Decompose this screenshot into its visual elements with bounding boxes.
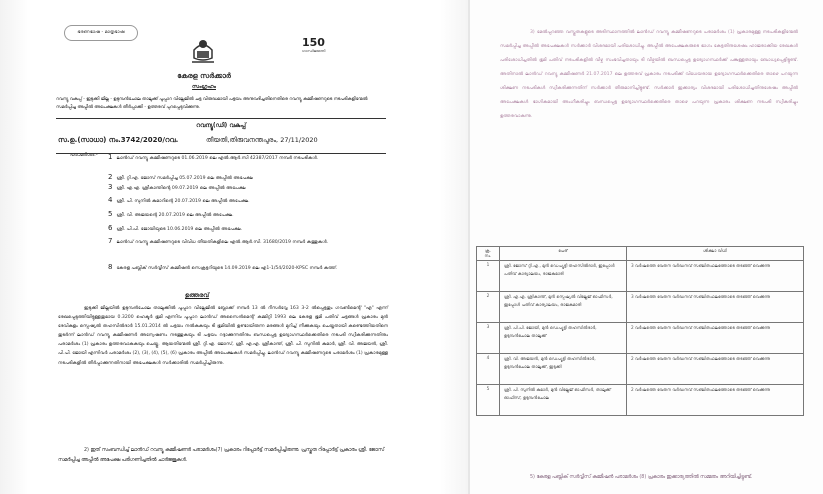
col-header-penalty: ശിക്ഷാ വിധി <box>627 247 804 261</box>
reference-item: 3 ശ്രീ. എ.എ. ശ്രീകാന്തിന്റെ 09.07.2019 ലെ അപ്പീൽ അപേക്ഷ <box>108 183 246 191</box>
summary-text: റവന്യൂ വകുപ്പ് - ഇടുക്കി ജില്ല - ഉടുമ്പൻചോല താലൂക്ക് പൂപ്പാറ വില്ലേജിൽ ചട്ട വിരുദ്ധമായി പട്ടയം അനുവദിച്ചതിനെതിരെ റവന്യൂ കമ്മീഷണറുടെ നടപടികളിന്മേൽ സമർപ്പിച്ച അപ്പീൽ അപേക്ഷകൾ തീർപ്പാക്കി - ഉത്തരവ് പുറപ്പെടുവിക്കുന്നു. <box>56 97 368 110</box>
table-row: 4 ശ്രീ. വി. അജയൻ, മുൻ ഡെപ്യൂട്ടി തഹസിൽദാർ, ഉടുമ്പൻചോല താലൂക്ക്, ഇടുക്കി 2 വർഷത്തെ വേതന വർദ്ധനവ് സഞ്ചിതഫലത്തോടെ തടഞ്ഞ് വെക്കുന്നു <box>477 354 804 385</box>
order-heading: ഉത്തരവ് <box>185 292 210 299</box>
state-emblem-icon <box>188 36 218 66</box>
govt-title: കേരള സർക്കാർ <box>177 72 231 80</box>
col-header-number: ക്ര. നം. <box>477 247 500 261</box>
order-date: തീയതി,തിരുവനന്തപുരം, 27/11/2020 <box>206 136 318 144</box>
reference-item: 5 ശ്രീ. വി. അജയന്റെ 20.07.2019 ലെ അപ്പീൽ അപേക്ഷ. <box>108 210 234 218</box>
department-name: റവന്യൂ(ഡി) വകുപ്പ് <box>196 122 246 129</box>
col-header-name: പേര് <box>500 247 627 261</box>
order-number: സ.ഉ.(സാധാ) നം.3742/2020/റവ. <box>58 136 179 144</box>
table-row: 2 ശ്രീ. എ.എ. ശ്രീകാന്ത്, മുൻ സ്പെഷ്യൽ വില്ലേജ് ഓഫീസർ, ഇപ്പോൾ പതിവ് കാര്യാലയം, രാജകുമാരി 3 വർഷത്തെ വേതന വർദ്ധനവ് സഞ്ചിതഫലത്തോടെ തടഞ്ഞ് വെക്കുന്നു <box>477 292 804 323</box>
reference-item: 8 കേരള പബ്ലിക് സർവ്വീസ് കമ്മീഷൻ സെക്രട്ടറിയുടെ 14.09.2019 ലെ എ1-1/54/2020-KPSC നമ്പർ കത്ത്. <box>108 263 338 271</box>
table-row: 5 ശ്രീ. പി. സുനിൽ കുമാർ, മുൻ വില്ലേജ് ഓഫീസർ, താലൂക്ക് ഓഫീസ്, ഉടുമ്പൻചോല 2 വർഷത്തെ വേതന വർദ്ധനവ് സഞ്ചിതഫലത്തോടെ തടഞ്ഞ് വെക്കുന്നു <box>477 385 804 416</box>
anniversary-logo <box>302 36 338 58</box>
right-footer-text: 5) കേരള പബ്ലിക് സർവ്വീസ് കമ്മീഷൻ പരാമർശം (8) പ്രകാരം ഇക്കാര്യത്തിൽ സമ്മതം അറിയിച്ചിട്ടുണ്ട്. <box>530 475 753 480</box>
order-body-paragraph: ഇടുക്കി ജില്ലയിൽ ഉടുമ്പൻചോല താലൂക്കിൽ പൂപ്പാറ വില്ലേജിൽ ബ്ലോക്ക് നമ്പർ 13 ൽ റീസർവ്വേ 163 3-2 ൽപ്പെട്ടതും ഗവൺമെന്റ് "എ" എന്ന് രേഖപ്പെടുത്തിയിട്ടുള്ളതുമായ 0.3200 ഹെക്ടർ ഭൂമി എന്നിവ പൂപ്പാറ ലാൻഡ് അസൈൻമെന്റ് കമ്മിറ്റി 1993 ലെ കേരള ഭൂമി പതിവ് ചട്ടങ്ങൾ പ്രകാരം മുൻ ദേവികുളം സ്പെഷ്യൽ തഹസിൽദാർ 15.01.2014 ൽ പട്ടയം നൽകുകയും ടി ഭൂമിയിൽ ഉണ്ടായിരുന്ന മരങ്ങൾ മുറിച്ച് നീക്കുകയും ചെയ്തതായി കണ്ടെത്തിയതിനെ തുടർന്ന് ലാൻഡ് റവന്യൂ കമ്മീഷണർ അന്വേഷണം നടത്തുകയും ടി പട്ടയം റദ്ദാക്കുന്നതിനും ബന്ധപ്പെട്ട ഉദ്യോഗസ്ഥർക്കെതിരെ നടപടി സ്വീകരിക്കുന്നതിനും പരാമർശം (1) പ്രകാരം ഉത്തരവാകുകയും ചെയ്തു. ആയതിന്മേൽ ശ്രീ. റ്റി.എ. ജോസ്, ശ്രീ. എ.എ. ശ്രീകാന്ത്, ശ്രീ. പി. സുനിൽ കുമാർ, ശ്രീ. വി. അജയൻ, ശ്രീ. പി.പി. ജോയി എന്നിവർ പരാമർശം (2), (3), (4), (5), (6) പ്രകാരം അപ്പീൽ അപേക്ഷകൾ സമർപ്പിച്ചു. ലാൻഡ് റവന്യൂ കമ്മീഷണറുടെ പരാമർശം (1) പ്രകാരമുള്ള നടപടികളിൽ തീർപ്പാക്കുന്നതിനായി അപേക്ഷകൾ സർക്കാരിൽ സമർപ്പിച്ചിരുന്നു. <box>58 306 388 366</box>
right-intro-paragraph: 3) മേൽപ്പറഞ്ഞ വസ്തുതകളുടെ അടിസ്ഥാനത്തിൽ ലാൻഡ് റവന്യൂ കമ്മീഷണറുടെ പരാമർശം (1) പ്രകാരമുള്ള നടപടികളിന്മേൽ സമർപ്പിച്ച അപ്പീൽ അപേക്ഷകൾ സർക്കാർ വിശദമായി പരിശോധിച്ചു. അപ്പീൽ അപേക്ഷകരുടെ ഭാഗം കേട്ടതിനുശേഷം ഹാജരാക്കിയ രേഖകൾ പരിശോധിച്ചതിൽ ഭൂമി പതിവ് നടപടികളിൽ വീഴ്ച സംഭവിച്ചതായും ടി വീഴ്ചയിൽ ബന്ധപ്പെട്ട ഉദ്യോഗസ്ഥർക്ക് പങ്കുള്ളതായും ബോധ്യപ്പെട്ടിട്ടുണ്ട്. അതിനാൽ ലാൻഡ് റവന്യൂ കമ്മീഷണർ 21.07.2017 ലെ ഉത്തരവ് പ്രകാരം നടപടിക്ക് വിധേയരായ ഉദ്യോഗസ്ഥർക്കെതിരെ താഴെ പറയുന്ന ശിക്ഷണ നടപടികൾ സ്വീകരിക്കുന്നതിന് സർക്കാർ തീരുമാനിച്ചിട്ടുണ്ട്. സർക്കാർ ഇക്കാര്യം വിശദമായി പരിശോധിച്ചതിനുശേഷം അപ്പീൽ അപേക്ഷകൾ ഭാഗികമായി അംഗീകരിച്ചും ബന്ധപ്പെട്ട ഉദ്യോഗസ്ഥർക്കെതിരെ താഴെ പറയുന്ന പ്രകാരം ശിക്ഷണ നടപടി സ്വീകരിച്ചും ഉത്തരവാകുന്നു. <box>500 30 798 119</box>
summary-heading: സംഗ്രഹം <box>192 84 216 90</box>
table-header-row <box>477 247 804 261</box>
anniversary-caption: ഗാന്ധിജയന്തി <box>302 49 326 53</box>
reference-item: 7 ലാൻഡ് റവന്യൂ കമ്മീഷണറുടെ വിവിധ തീയതികളിലെ എൽ.ആർ.സി. 31680/2019 നമ്പർ കത്തുകൾ. <box>108 237 329 245</box>
table-row: 3 ശ്രീ. പി.പി. ജോയി, മുൻ ഡെപ്യൂട്ടി തഹസിൽദാർ, ഉടുമ്പൻചോല താലൂക്ക് 2 വർഷത്തെ വേതന വർദ്ധനവ് സഞ്ചിതഫലത്തോടെ തടഞ്ഞ് വെക്കുന്നു <box>477 323 804 354</box>
reference-item: 1 ലാൻഡ് റവന്യൂ കമ്മീഷണറുടെ 01.06.2019 ലെ എൽ.ആർ.സി 42387/2017 നമ്പർ നടപടികൾ. <box>108 153 319 161</box>
header-tag: ഭരണഭാഷ - മാതൃഭാഷ <box>64 25 138 41</box>
reference-item: 2 ശ്രീ. റ്റി.എ. ജോസ് സമർപ്പിച്ച 05.07.2019 ലെ അപ്പീൽ അപേക്ഷ <box>108 173 253 181</box>
reference-item: 6 ശ്രീ. പി.പി. ജോയിയുടെ 10.06.2019 ലെ അപ്പീൽ അപേക്ഷ. <box>108 224 243 232</box>
order-id-row <box>58 136 384 145</box>
penalty-table <box>476 246 804 416</box>
table-row: 1 ശ്രീ. ജോസ് റ്റി.എ., മുൻ ഡെപ്യൂട്ടി തഹസിൽദാർ, ഇപ്പോൾ പതിവ് കാര്യാലയം, രാജകുമാരി 3 വർഷത്തെ വേതന വർദ്ധനവ് സഞ്ചിതഫലത്തോടെ തടഞ്ഞ് വെക്കുന്നു <box>477 261 804 292</box>
order-header-band <box>56 118 386 154</box>
order-paragraph-2: 2) ഇത് സംബന്ധിച്ച് ലാൻഡ് റവന്യൂ കമ്മീഷണർ പരാമർശം(7) പ്രകാരം റിപ്പോർട്ട് സമർപ്പിച്ചിരുന്നു. പ്രസ്തുത റിപ്പോർട്ട് പ്രകാരം ശ്രീ. ജോസ് സമർപ്പിച്ച അപ്പീൽ അപേക്ഷ പരിഗണിച്ചതിൽ ചാർജ്ജുകൾ. <box>58 448 385 463</box>
anniversary-number: 150 <box>302 36 325 49</box>
references-label: പരാമർശം:- <box>70 152 98 158</box>
reference-item: 4 ശ്രീ. പി. സുനിൽ കുമാറിന്റെ 20.07.2019 ലെ അപ്പീൽ അപേക്ഷ. <box>108 196 250 204</box>
